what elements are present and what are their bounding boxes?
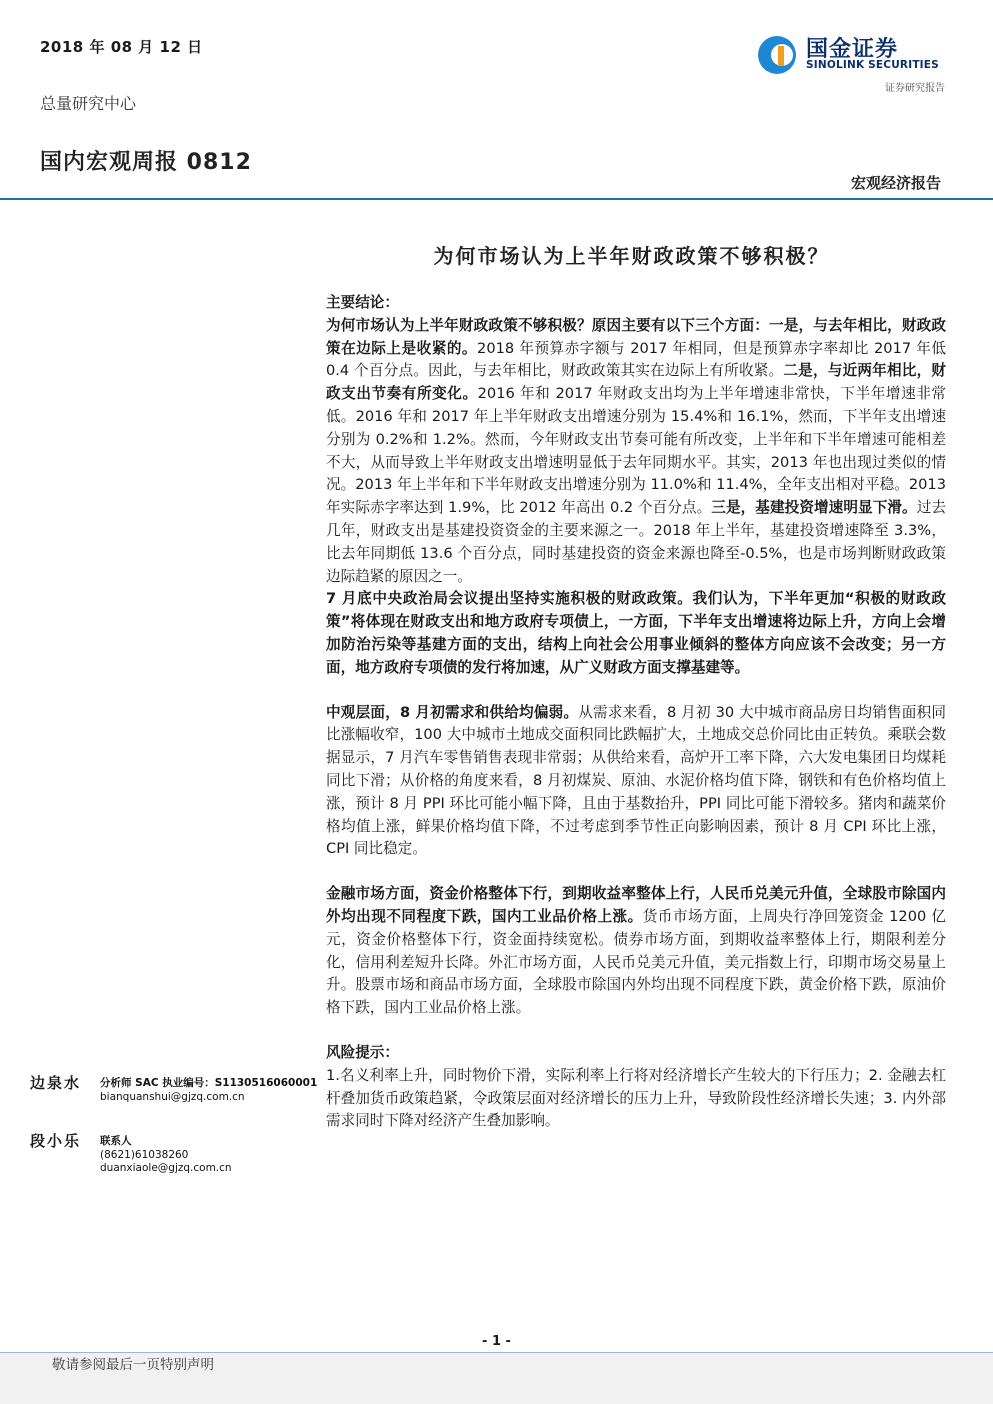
author-entry xyxy=(30,1130,320,1188)
author-name: 段小乐 xyxy=(30,1132,82,1150)
author-name: 边泉水 xyxy=(30,1074,82,1092)
paragraph-meso-level xyxy=(326,702,946,862)
body-text: 货币市场方面，上周央行净回笼资金 1200 亿元，资金价格整体下行，资金面持续宽松。债券市场方面，到期收益率整体上行，期限利差分化，信用利差短升长降。外汇市场方面，人民币兑美元升值，美元指数上行，印期市场交易量上升。股票市场和商品市场方面，全球股市除国内外均出现不同程度下跌，黄金价格下跌，原油价格下跌，国内工业品价格上涨。 xyxy=(326,907,946,1017)
bold-text: 三是，基建投资增速明显下滑。 xyxy=(711,499,917,517)
body-text: 从需求来看，8 月初 30 大中城市商品房日均销售面积同比涨幅收窄，100 大中城市土地成交面积同比跌幅扩大，土地成交总价同比由正转负。乘联会数据显示，7 月汽车零售销售表现非常弱；从供给来看，高炉开工率下降，六大发电集团日均煤耗同比下滑；从价格的角度来看，8 月初煤炭、原油、水泥价格均值下降，钢铁和有色价格均值上涨，预计 8 月 PPI 环比可能小幅下降，且由于基数抬升，PPI 同比可能下滑较多。猪肉和蔬菜价格均值上涨，鲜果价格均值下降，不过考虑到季节性正向影响因素，预计 8 月 CPI 环比上涨，CPI 同比稳定。 xyxy=(326,703,946,858)
page-number: - 1 - xyxy=(482,1334,511,1349)
main-content xyxy=(326,292,946,1133)
sinolink-logo-icon xyxy=(756,34,798,76)
author-entry xyxy=(30,1072,320,1130)
bold-text: 二是，与近两年相比，财政支出节奏有所变化。 xyxy=(326,362,946,403)
author-email[interactable]: bianquanshui@gjzq.com.cn xyxy=(100,1090,245,1103)
bold-text: 7 月底中央政治局会议提出坚持实施积极的财政政策。我们认为，下半年更加“积极的财政政策”将体现在财政支出和地方政府专项债上，一方面，下半年支出增速将边际上升，方向上会增加防治污染等基建方面的支出，结构上向社会公用事业倾斜的整体方向应该不会改变；另一方面，地方政府专项债的发行将加速，从广义财政方面支撑基建等。 xyxy=(326,590,946,676)
paragraph-conclusion-1 xyxy=(326,315,946,589)
author-role: 联系人 xyxy=(100,1135,132,1147)
logo-english-name: SINOLINK SECURITIES xyxy=(806,59,939,71)
department-label: 总量研究中心 xyxy=(40,94,137,113)
report-category: 宏观经济报告 xyxy=(850,174,941,192)
body-text: 2018 年预算赤字额与 2017 年相同，但是预算赤字率却比 2017 年低 0.4 个百分点。因此，与去年相比，财政政策其实在边际上有所收紧。 xyxy=(326,339,946,380)
section-title-risk: 风险提示： xyxy=(326,1043,399,1061)
body-text: 过去几年，财政支出是基建投资资金的主要来源之一。2018 年上半年，基建投资增速降至 3.3%，比去年同期低 13.6 个百分点，同时基建投资的资金来源也降至-0.5%，也是市场判断财政政策边际趋紧的原因之一。 xyxy=(326,499,946,585)
footer-disclaimer: 敬请参阅最后一页特别声明 xyxy=(52,1357,214,1373)
author-email[interactable]: duanxiaole@gjzq.com.cn xyxy=(100,1162,232,1174)
logo-chinese-name: 国金证券 xyxy=(806,37,899,62)
paragraph-financial-markets xyxy=(326,883,946,1020)
paragraph-conclusion-2 xyxy=(326,588,946,679)
section-title-conclusions: 主要结论： xyxy=(326,294,399,311)
author-list xyxy=(30,1072,320,1188)
body-text: 2016 年和 2017 年财政支出均为上半年增速非常快，下半年增速非常低。2016 年和 2017 年上半年财政支出增速分别为 15.4%和 16.1%，然而，下半年支出增速分别为 0.2%和 1.2%。然而，今年财政支出节奏可能有所改变，上半年和下半年增速可能相差不大，从而导致上半年财政支出增速明显低于去年同期水平。其实，2013 年也出现过类似的情况。2013 年上半年和下半年财政支出增速分别为 11.0%和 11.4%，全年支出相对平稳。2013 年实际赤字率达到 1.9%，比 2012 年高出 0.2 个百分点。 xyxy=(326,385,946,517)
report-date: 2018 年 08 月 12 日 xyxy=(40,38,203,56)
company-logo xyxy=(756,32,946,76)
bold-text: 金融市场方面，资金价格整体下行，到期收益率整体上行，人民币兑美元升值，全球股市除国内外均出现不同程度下跌，国内工业品价格上涨。 xyxy=(326,885,946,925)
paragraph-risk: 1.名义利率上升，同时物价下滑，实际利率上行将对经济增长产生较大的下行压力；2. 金融去杠杆叠加货币政策趋紧，令政策层面对经济增长的压力上升，导致阶段性经济增长失速；3. 内外部需求同时下降对经济产生叠加影响。 xyxy=(326,1066,946,1130)
report-series-title: 国内宏观周报 0812 xyxy=(40,150,252,175)
report-category-top: 证券研究报告 xyxy=(885,83,945,94)
author-credential: 分析师 SAC 执业编号：S1130516060001 xyxy=(100,1077,318,1089)
author-phone: (8621)61038260 xyxy=(100,1148,189,1161)
report-headline: 为何市场认为上半年财政政策不够积极？ xyxy=(433,244,830,268)
author-contact xyxy=(100,1077,317,1104)
author-contact xyxy=(100,1135,232,1176)
bold-text: 为何市场认为上半年财政政策不够积极？原因主要有以下三个方面：一是，与去年相比，财政政策在边际上是收紧的。 xyxy=(326,316,946,357)
bold-text: 中观层面，8 月初需求和供给均偏弱。 xyxy=(326,703,579,721)
header-divider xyxy=(0,198,993,200)
